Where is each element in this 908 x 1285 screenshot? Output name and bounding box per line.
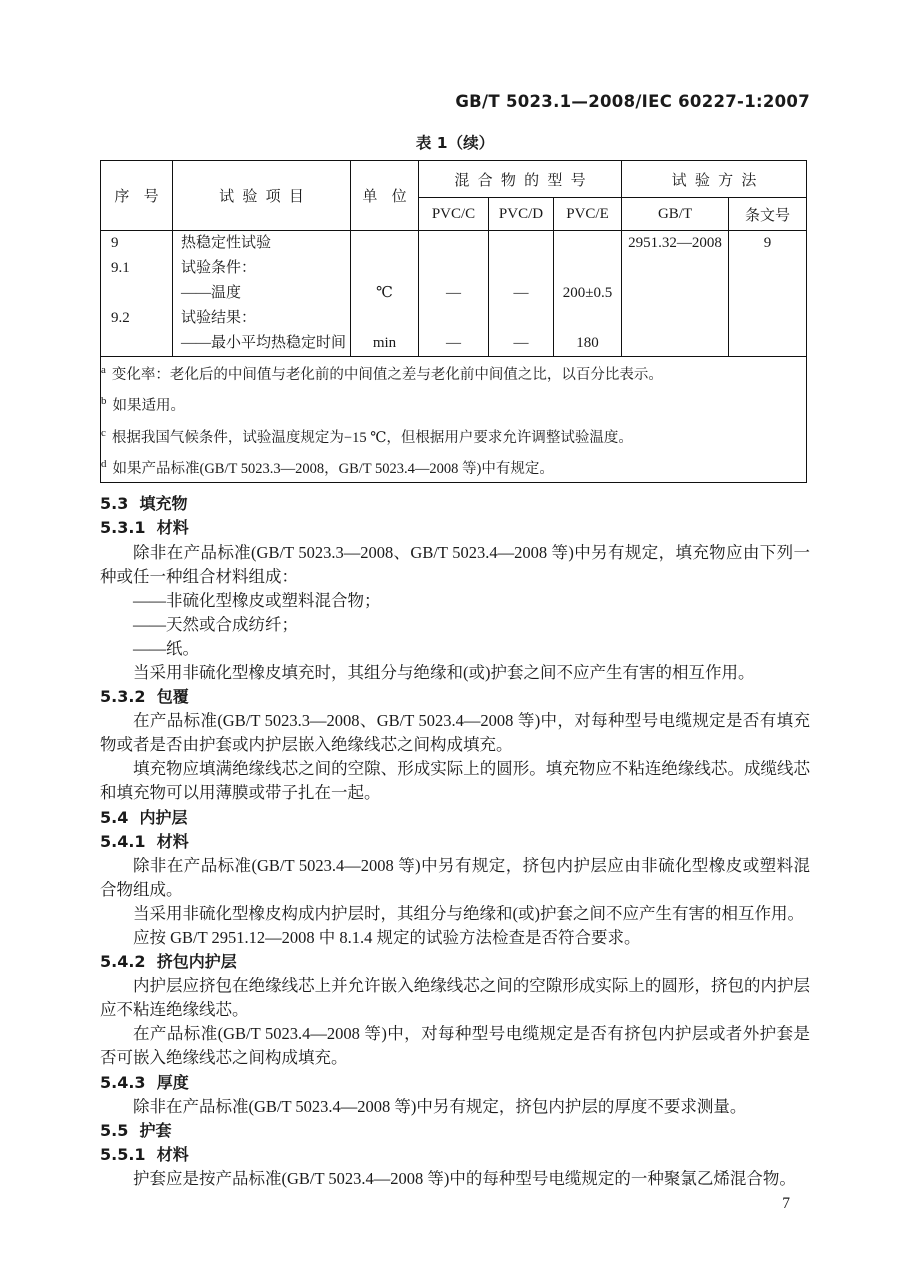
section-heading-5-4-2: 5.4.2 挤包内护层	[100, 952, 237, 972]
table-title: 表 1（续）	[415, 134, 495, 152]
page-content	[100, 0, 810, 1213]
section-heading-5-5: 5.5 护套	[100, 1120, 172, 1140]
footnote-a	[101, 357, 806, 388]
standard-number-header: GB/T 5023.1—2008/IEC 60227-1:2007	[455, 92, 810, 111]
footnote-mark: c	[101, 426, 106, 439]
footnote-text: 变化率：老化后的中间值与老化前的中间值之差与老化前中间值之比，以百分比表示。	[111, 366, 663, 383]
footnote-text: 根据我国气候条件，试验温度规定为−15 ℃，但根据用户要求允许调整试验温度。	[111, 429, 633, 446]
item-cell: 热稳定性试验 试验条件： ——温度 试验结果： ——最小平均热稳定时间	[173, 231, 351, 357]
column-header-item: 试验项目	[173, 161, 351, 231]
table-footnotes-row	[101, 357, 807, 483]
paragraph: 护套应是按产品标准(GB/T 5023.4—2008 等)中的每种型号电缆规定的一种聚氯乙烯混合物。	[133, 1168, 796, 1188]
footnote-text: 如果产品标准(GB/T 5023.3—2008，GB/T 5023.4—2008 等)中有规定。	[112, 460, 554, 477]
section-heading-5-4-1: 5.4.1 材料	[100, 831, 189, 851]
test-methods-table	[100, 160, 807, 483]
list-item: ——非硫化型橡皮或塑料混合物；	[133, 590, 381, 610]
footnotes-cell	[101, 357, 807, 483]
table-body	[101, 231, 807, 483]
footnote-c	[101, 420, 806, 451]
pvce-cell: 200±0.5 180	[554, 231, 622, 357]
section-heading-5-3: 5.3 填充物	[100, 494, 188, 514]
column-header-pvcd: PVC/D	[489, 198, 554, 231]
section-heading-5-4: 5.4 内护层	[100, 807, 188, 827]
document-body	[100, 492, 810, 1191]
paragraph: 填充物应填满绝缘线芯之间的空隙、形成实际上的圆形。填充物应不粘连绝缘线芯。成缆线芯和填充物可以用薄膜或带子扎在一起。	[100, 759, 810, 803]
column-header-gbt: GB/T	[622, 198, 729, 231]
pvcc-cell: — —	[419, 231, 489, 357]
column-header-pvcc: PVC/C	[419, 198, 489, 231]
column-header-pvce: PVC/E	[554, 198, 622, 231]
gbt-cell: 2951.32—2008	[622, 231, 729, 357]
paragraph: 应按 GB/T 2951.12—2008 中 8.1.4 规定的试验方法检查是否符合要求。	[133, 928, 641, 947]
column-group-mixture-type: 混合物的型号	[419, 161, 622, 198]
footnote-mark: d	[101, 457, 107, 470]
seq-cell: 9 9.1 9.2	[101, 231, 173, 357]
footnote-text: 如果适用。	[112, 398, 185, 415]
pvcd-cell: — —	[489, 231, 554, 357]
section-heading-5-3-1: 5.3.1 材料	[100, 518, 189, 538]
list-item: ——纸。	[133, 638, 199, 658]
footnote-mark: b	[101, 395, 107, 408]
paragraph: 在产品标准(GB/T 5023.3—2008、GB/T 5023.4—2008 等)中，对每种型号电缆规定是否有填充物或者是否由护套或内护层嵌入绝缘线芯之间构成填充。	[100, 711, 810, 755]
list-item: ——天然或合成纺纤；	[133, 614, 298, 634]
paragraph: 除非在产品标准(GB/T 5023.4—2008 等)中另有规定，挤包内护层的厚度不要求测量。	[133, 1096, 747, 1116]
paragraph: 内护层应挤包在绝缘线芯上并允许嵌入绝缘线芯之间的空隙形成实际上的圆形，挤包的内护层应不粘连绝缘线芯。	[100, 976, 810, 1020]
paragraph: 当采用非硫化型橡皮填充时，其组分与绝缘和(或)护套之间不应产生有害的相互作用。	[133, 662, 755, 682]
column-header-unit: 单位	[351, 161, 419, 231]
clause-cell: 9	[729, 231, 807, 357]
footnote-d	[101, 451, 806, 482]
paragraph: 当采用非硫化型橡皮构成内护层时，其组分与绝缘和(或)护套之间不应产生有害的相互作用。	[133, 903, 804, 923]
column-header-clause: 条文号	[729, 198, 807, 231]
column-header-seq: 序号	[101, 161, 173, 231]
paragraph: 除非在产品标准(GB/T 5023.4—2008 等)中另有规定，挤包内护层应由非硫化型橡皮或塑料混合物组成。	[100, 855, 810, 899]
footnote-b	[101, 388, 806, 419]
column-group-test-method: 试验方法	[622, 161, 807, 198]
paragraph: 除非在产品标准(GB/T 5023.3—2008、GB/T 5023.4—2008 等)中另有规定，填充物应由下列一种或任一种组合材料组成：	[100, 542, 810, 586]
unit-cell: ℃ min	[351, 231, 419, 357]
table-row	[101, 231, 807, 357]
footnote-mark: a	[101, 364, 106, 376]
table-header	[101, 161, 807, 231]
section-heading-5-3-2: 5.3.2 包覆	[100, 687, 189, 707]
paragraph: 在产品标准(GB/T 5023.4—2008 等)中，对每种型号电缆规定是否有挤包内护层或者外护套是否可嵌入绝缘线芯之间构成填充。	[100, 1024, 810, 1068]
section-heading-5-4-3: 5.4.3 厚度	[100, 1072, 189, 1092]
page-number: 7	[782, 1195, 790, 1213]
section-heading-5-5-1: 5.5.1 材料	[100, 1144, 189, 1164]
